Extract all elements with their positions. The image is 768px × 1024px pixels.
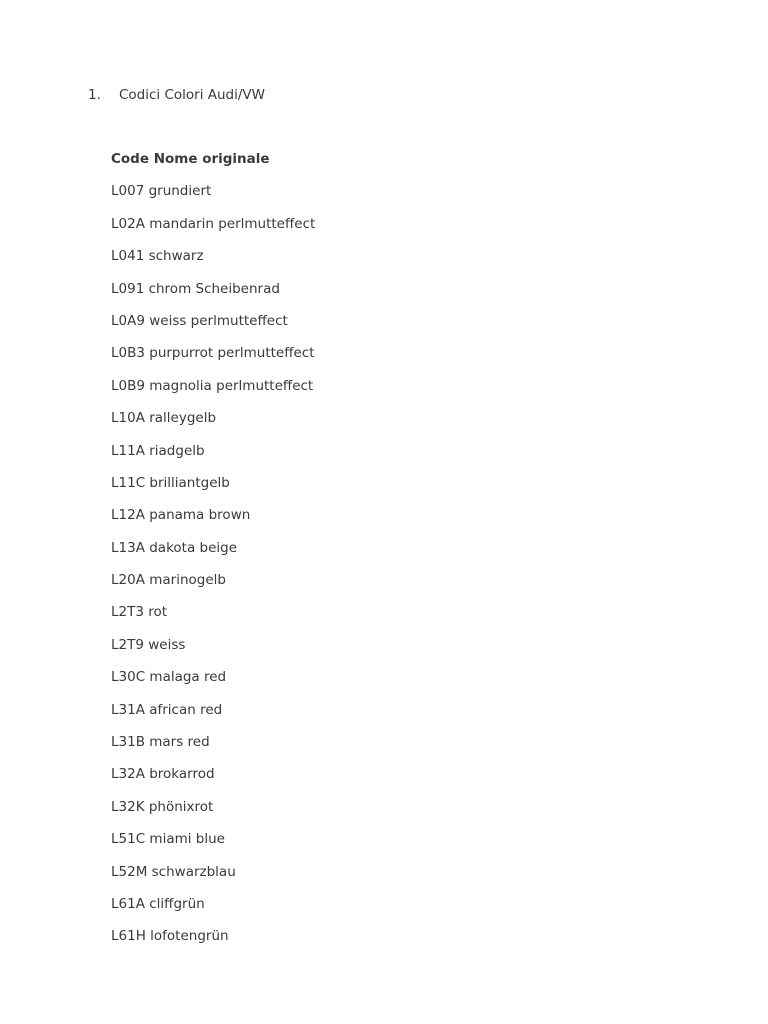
list-item: L32A brokarrod (111, 766, 215, 783)
list-item: L2T9 weiss (111, 636, 186, 653)
list-item: L11C brilliantgelb (111, 474, 230, 491)
list-item: L02A mandarin perlmutteffect (111, 215, 316, 232)
list-item: L11A riadgelb (111, 442, 205, 459)
color-code-list (111, 150, 315, 960)
list-item: L007 grundiert (111, 183, 212, 200)
list-item: L51C miami blue (111, 831, 225, 848)
list-item: L041 schwarz (111, 248, 204, 265)
code-rows (111, 182, 315, 959)
list-item: L0B3 purpurrot perlmutteffect (111, 345, 315, 362)
list-item: L13A dakota beige (111, 539, 238, 556)
list-item: L30C malaga red (111, 669, 227, 686)
list-item: L10A ralleygelb (111, 410, 217, 427)
list-item: L091 chrom Scheibenrad (111, 280, 280, 297)
list-item: L31B mars red (111, 734, 210, 751)
list-item: L32K phönixrot (111, 798, 214, 815)
list-item: L31A african red (111, 701, 223, 718)
list-item: L52M schwarzblau (111, 863, 236, 880)
list-item: L0A9 weiss perlmutteffect (111, 312, 288, 329)
section-title: Codici Colori Audi/VW (119, 87, 266, 103)
list-item: L61A cliffgrün (111, 895, 205, 912)
list-item: L20A marinogelb (111, 572, 226, 589)
list-item: L61H lofotengrün (111, 928, 229, 945)
list-item: L2T3 rot (111, 604, 168, 621)
list-number: 1. (88, 87, 101, 103)
list-header: Code Nome originale (111, 151, 270, 167)
list-item: L12A panama brown (111, 507, 251, 524)
list-item: L0B9 magnolia perlmutteffect (111, 377, 314, 394)
section-heading (88, 86, 265, 104)
